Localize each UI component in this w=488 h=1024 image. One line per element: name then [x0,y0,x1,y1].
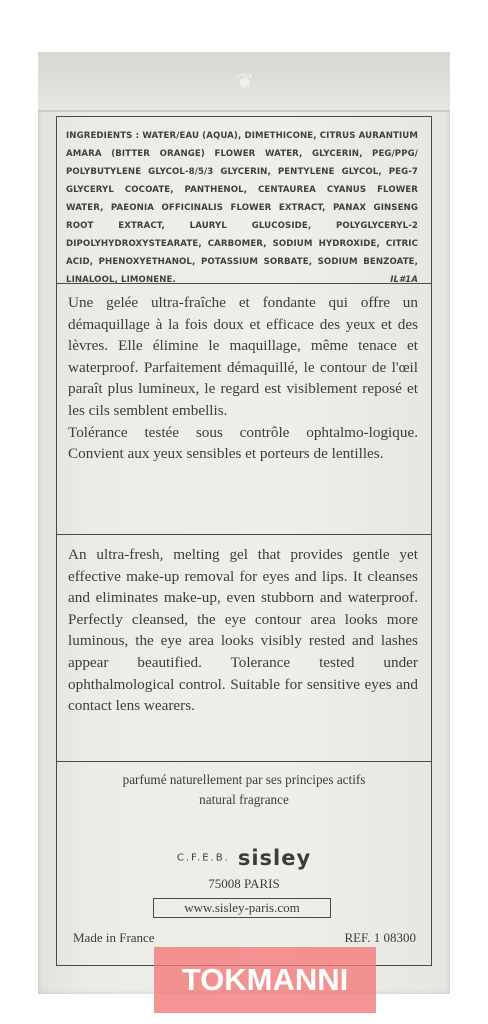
english-description: An ultra-fresh, melting gel that provides gentle yet effective make-up removal for eyes and lips. It cleanses and eliminates make-up, even stubborn and waterproof. Perfectly cleansed, the eye contour area looks more luminous, the eye area looks visibly rested and lashes appear beautified. Tolerance tested under ophthalmological control. Suitable for sensitive eyes and contact lens wearers. [68,546,418,715]
batch-code: IL#1A [390,275,418,285]
store-watermark-banner: TOKMANNI [154,947,376,1013]
brand-signature [56,846,432,870]
origin-label: Made in France [73,930,155,945]
divider [56,283,432,284]
brand-logo: sisley [237,846,312,870]
divider [56,761,432,762]
divider [56,534,432,535]
french-description [68,292,418,465]
french-tolerance-text: Tolérance testée sous contrôle ophtalmo-logique. Convient aux yeux sensibles et porteurs de lentilles. [68,423,418,463]
fragrance-note-fr: parfumé naturellement par ses principes actifs [122,772,366,787]
company-prefix: C.F.E.B. [176,852,230,864]
ingredients-text: INGREDIENTS : WATER/EAU (AQUA), DIMETHICONE, CITRUS AURANTIUM AMARA (BITTER ORANGE) FLOWER WATER, GLYCERIN, PEG/PPG/ POLYBUTYLENE GLYCOL-8/5/3 GLYCERIN, PENTYLENE GLYCOL, PEG-7 GLYCERYL COCOATE, PANTHENOL, CENTAUREA CYANUS FLOWER WATER, PAEONIA OFFICINALIS FLOWER EXTRACT, PANAX GINSENG ROOT EXTRACT, LAURYL GLUCOSIDE, POLYGLYCERYL-2 DIPOLYHYDROXYSTEARATE, CARBOMER, SODIUM HYDROXIDE, CITRIC ACID, PHENOXYETHANOL, POTASSIUM SORBATE, SODIUM BENZOATE, LINALOOL, LIMONENE. [66,131,418,285]
reference-number: REF. 1 08300 [344,930,416,945]
fragrance-note-en: natural fragrance [199,792,289,807]
company-city: 75008 PARIS [208,876,280,891]
ingredients-list [66,127,418,289]
french-description-text: Une gelée ultra-fraîche et fondante qui offre un démaquillage à la fois doux et efficace des yeux et des lèvres. Elle élimine le maquillage, même tenace et waterproof. Parfaitement démaquillé, le contour de l'œil paraît plus lumineux, le regard est visiblement reposé et les cils semblent embellis. [68,294,418,419]
brand-emblem-icon: ❦ [235,69,255,94]
website-box: www.sisley-paris.com [153,898,331,918]
